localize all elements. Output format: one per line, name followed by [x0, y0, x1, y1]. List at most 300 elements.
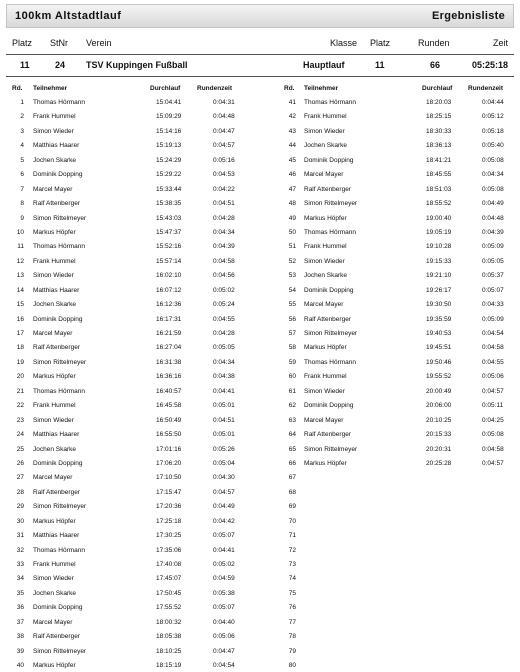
round-number: 58: [288, 344, 296, 352]
lap-time: 0:05:09: [482, 243, 504, 251]
round-number: 77: [288, 618, 296, 626]
th-rundenzeit: Rundenzeit: [468, 85, 504, 92]
round-number: 38: [16, 633, 24, 641]
lap-time: 0:04:41: [213, 387, 235, 395]
lap-time: 0:04:30: [213, 474, 235, 482]
pass-time: 17:10:50: [156, 474, 182, 482]
round-number: 78: [288, 633, 296, 641]
round-number: 7: [20, 185, 24, 193]
table-row: [270, 602, 520, 616]
table-row: [0, 270, 260, 284]
pass-time: 18:41:21: [426, 156, 452, 164]
participant-name: Thomas Hörmann: [33, 387, 86, 395]
table-row: [270, 646, 520, 660]
pass-time: 19:15:33: [426, 257, 452, 265]
pass-time: 15:14:16: [156, 127, 182, 135]
lap-time: 0:05:38: [213, 589, 235, 597]
table-row: [270, 444, 520, 458]
pass-time: 20:25:28: [426, 459, 452, 467]
participant-name: Simon Rittelmeyer: [33, 503, 87, 511]
lap-time: 0:05:08: [482, 185, 504, 193]
pass-time: 17:15:47: [156, 488, 182, 496]
participant-name: Marcel Mayer: [33, 618, 73, 626]
pass-time: 19:40:53: [426, 330, 452, 337]
participant-name: Frank Hummel: [33, 561, 76, 568]
rounds-list-right: [270, 97, 520, 672]
lap-time: 0:04:58: [213, 257, 235, 265]
participant-name: Simon Rittelmeyer: [33, 647, 87, 655]
participant-name: Ralf Attenberger: [304, 185, 351, 193]
pass-time: 15:24:29: [156, 156, 182, 164]
participant-name: Dominik Dopping: [33, 459, 83, 467]
round-number: 8: [20, 200, 24, 208]
participant-name: Frank Hummel: [33, 402, 76, 410]
th-rd: Rd.: [284, 85, 295, 92]
round-number: 63: [288, 416, 296, 424]
lap-time: 0:04:53: [213, 171, 235, 179]
table-row: [0, 241, 260, 255]
participant-name: Ralf Attenberger: [33, 200, 80, 208]
pass-time: 16:17:31: [156, 315, 182, 323]
participant-name: Dominik Dopping: [33, 171, 83, 179]
round-number: 53: [288, 272, 296, 280]
pass-time: 18:00:32: [156, 618, 182, 626]
lap-time: 0:05:04: [213, 459, 235, 467]
participant-name: Thomas Hörmann: [33, 243, 86, 251]
table-row: [0, 545, 260, 559]
team-klasse: Hauptlauf: [303, 60, 345, 70]
lap-time: 0:05:05: [213, 344, 235, 352]
lap-time: 0:05:06: [213, 633, 235, 641]
round-number: 45: [288, 156, 296, 164]
pass-time: 15:19:13: [156, 142, 182, 150]
round-number: 2: [20, 113, 24, 121]
table-row: [0, 559, 260, 573]
table-row: [0, 184, 260, 198]
lap-time: 0:05:07: [482, 286, 504, 294]
th-durchlauf: Durchlauf: [150, 85, 181, 92]
round-number: 75: [288, 589, 296, 597]
table-row: [0, 573, 260, 587]
participant-name: Matthias Haarer: [33, 431, 80, 439]
round-number: 66: [288, 459, 296, 467]
round-number: 12: [16, 257, 24, 265]
round-number: 21: [16, 387, 24, 395]
lap-time: 0:04:48: [482, 214, 504, 222]
round-number: 23: [16, 416, 24, 424]
table-row: [270, 126, 520, 140]
table-row: [0, 111, 260, 125]
round-number: 79: [288, 647, 296, 655]
lap-time: 0:05:06: [482, 373, 504, 381]
pass-time: 17:55:52: [156, 604, 182, 612]
team-runden: 66: [430, 60, 441, 70]
table-row: [270, 588, 520, 602]
lap-time: 0:04:40: [213, 618, 235, 626]
lap-time: 0:05:37: [482, 272, 504, 280]
lap-time: 0:04:49: [213, 503, 235, 511]
pass-time: 16:50:49: [156, 416, 182, 424]
participant-name: Ralf Attenberger: [33, 633, 80, 641]
participant-name: Simon Rittelmeyer: [304, 200, 358, 208]
table-row: [270, 184, 520, 198]
pass-time: 16:36:16: [156, 373, 182, 381]
participant-name: Marcel Mayer: [33, 185, 73, 193]
lap-time: 0:05:01: [213, 402, 235, 410]
lap-time: 0:04:59: [213, 575, 235, 583]
round-number: 46: [288, 171, 296, 179]
table-row: [270, 285, 520, 299]
round-number: 34: [16, 575, 24, 583]
pass-time: 15:57:14: [156, 257, 182, 265]
lap-time: 0:04:57: [482, 387, 504, 395]
table-row: [270, 198, 520, 212]
table-row: [0, 328, 260, 342]
table-row: [0, 285, 260, 299]
round-number: 4: [20, 142, 24, 150]
title-bar: [6, 4, 514, 28]
lap-time: 0:04:55: [482, 358, 504, 366]
table-row: [270, 140, 520, 154]
round-number: 69: [288, 503, 296, 511]
round-number: 60: [288, 373, 296, 381]
round-number: 10: [16, 228, 24, 236]
round-number: 37: [16, 618, 24, 626]
round-number: 27: [16, 474, 24, 482]
divider-top: [6, 54, 514, 55]
lap-time: 0:05:40: [482, 142, 504, 150]
lap-time: 0:04:54: [213, 662, 235, 670]
header-klasse: Klasse: [330, 38, 358, 48]
participant-name: Simon Wieder: [33, 416, 74, 424]
table-row: [0, 617, 260, 631]
round-number: 76: [288, 604, 296, 612]
team-row: [0, 58, 520, 74]
lap-time: 0:05:11: [482, 402, 504, 410]
participant-name: Markus Höpfer: [33, 228, 76, 236]
table-row: [270, 270, 520, 284]
th-rundenzeit: Rundenzeit: [197, 85, 233, 92]
table-row: [270, 559, 520, 573]
table-row: [0, 631, 260, 645]
participant-name: Simon Wieder: [304, 387, 345, 395]
round-number: 18: [16, 344, 24, 352]
lap-time: 0:05:07: [213, 532, 235, 540]
participant-name: Marcel Mayer: [304, 416, 344, 424]
table-row: [0, 487, 260, 501]
round-number: 50: [288, 228, 296, 236]
table-row: [270, 501, 520, 515]
lap-time: 0:04:57: [213, 142, 235, 150]
table-row: [270, 516, 520, 530]
table-row: [270, 357, 520, 371]
participant-name: Markus Höpfer: [304, 344, 347, 352]
lap-time: 0:04:44: [482, 99, 504, 106]
lap-time: 0:04:47: [213, 647, 235, 655]
lap-time: 0:05:07: [213, 604, 235, 612]
round-number: 28: [16, 488, 24, 496]
pass-time: 18:36:13: [426, 142, 452, 150]
pass-time: 19:30:50: [426, 301, 452, 309]
round-number: 5: [20, 156, 24, 164]
table-row: [0, 602, 260, 616]
lap-time: 0:05:09: [482, 315, 504, 323]
lap-time: 0:04:39: [213, 243, 235, 251]
pass-time: 17:25:18: [156, 517, 182, 525]
participant-name: Jochen Skarke: [304, 272, 347, 280]
round-number: 3: [20, 127, 24, 135]
header-zeit: Zeit: [492, 38, 508, 48]
lap-time: 0:04:56: [213, 272, 235, 280]
header-runden: Runden: [418, 38, 450, 48]
participant-name: Markus Höpfer: [304, 214, 347, 222]
column-header-row: [0, 36, 520, 52]
header-verein: Verein: [86, 38, 112, 48]
round-number: 6: [20, 171, 24, 179]
table-row: [0, 646, 260, 660]
table-row: [270, 631, 520, 645]
table-row: [270, 573, 520, 587]
round-number: 30: [16, 517, 24, 525]
team-stnr: 24: [55, 60, 66, 70]
round-number: 41: [288, 99, 296, 106]
pass-time: 18:10:25: [156, 647, 182, 655]
table-row: [0, 140, 260, 154]
participant-name: Markus Höpfer: [33, 373, 76, 381]
participant-name: Simon Wieder: [304, 127, 345, 135]
table-row: [270, 530, 520, 544]
participant-name: Ralf Attenberger: [33, 344, 80, 352]
pass-time: 18:15:19: [156, 662, 182, 670]
pass-time: 16:12:36: [156, 301, 182, 309]
table-row: [0, 444, 260, 458]
participant-name: Dominik Dopping: [304, 286, 354, 294]
pass-time: 17:35:06: [156, 546, 182, 554]
table-row: [270, 155, 520, 169]
table-row: [270, 241, 520, 255]
pass-time: 15:09:29: [156, 113, 182, 121]
lap-time: 0:05:12: [482, 113, 504, 121]
pass-time: 15:29:22: [156, 171, 182, 179]
lap-time: 0:04:31: [213, 99, 235, 106]
pass-time: 18:55:52: [426, 200, 452, 208]
team-platz: 11: [20, 60, 30, 70]
page-subtitle: Ergebnisliste: [432, 10, 505, 22]
participant-name: Jochen Skarke: [33, 445, 76, 453]
participant-name: Dominik Dopping: [304, 402, 354, 410]
table-row: [270, 400, 520, 414]
participant-name: Matthias Haarer: [33, 142, 80, 150]
table-row: [0, 458, 260, 472]
pass-time: 20:00:49: [426, 387, 452, 395]
table-row: [270, 429, 520, 443]
lap-time: 0:05:24: [213, 301, 235, 309]
pass-time: 16:55:50: [156, 431, 182, 439]
pass-time: 18:51:03: [426, 185, 452, 193]
lap-time: 0:04:28: [213, 214, 235, 222]
round-number: 55: [288, 301, 296, 309]
pass-time: 15:47:37: [156, 228, 182, 236]
round-number: 39: [16, 647, 24, 655]
lap-time: 0:05:01: [213, 431, 235, 439]
table-row: [0, 386, 260, 400]
pass-time: 18:30:33: [426, 127, 452, 135]
table-row: [270, 487, 520, 501]
pass-time: 15:43:03: [156, 214, 182, 222]
pass-time: 19:05:19: [426, 228, 452, 236]
participant-name: Dominik Dopping: [304, 156, 354, 164]
round-number: 22: [16, 402, 24, 410]
table-row: [270, 660, 520, 672]
table-row: [0, 472, 260, 486]
participant-name: Marcel Mayer: [33, 330, 73, 337]
round-number: 26: [16, 459, 24, 467]
participant-name: Frank Hummel: [33, 257, 76, 265]
table-row: [0, 530, 260, 544]
participant-name: Markus Höpfer: [304, 459, 347, 467]
round-number: 13: [16, 272, 24, 280]
round-number: 48: [288, 200, 296, 208]
participant-name: Frank Hummel: [304, 113, 347, 121]
table-row: [0, 588, 260, 602]
round-number: 57: [288, 330, 296, 337]
table-row: [0, 169, 260, 183]
lap-time: 0:04:58: [482, 344, 504, 352]
page-title: 100km Altstadtlauf: [15, 10, 122, 22]
table-row: [0, 429, 260, 443]
pass-time: 16:45:58: [156, 402, 182, 410]
participant-name: Jochen Skarke: [33, 156, 76, 164]
participant-name: Simon Rittelmeyer: [33, 214, 87, 222]
table-row: [270, 386, 520, 400]
table-header-right: [0, 85, 520, 95]
table-row: [0, 501, 260, 515]
round-number: 64: [288, 431, 296, 439]
lap-time: 0:04:57: [213, 488, 235, 496]
participant-name: Simon Wieder: [33, 272, 74, 280]
participant-name: Ralf Attenberger: [33, 488, 80, 496]
pass-time: 19:55:52: [426, 373, 452, 381]
round-number: 17: [16, 330, 24, 337]
table-row: [0, 213, 260, 227]
team-platz2: 11: [375, 60, 385, 70]
table-row: [0, 660, 260, 672]
round-number: 71: [288, 532, 296, 540]
lap-time: 0:04:34: [213, 228, 235, 236]
table-row: [0, 400, 260, 414]
table-row: [270, 458, 520, 472]
lap-time: 0:04:28: [213, 330, 235, 337]
participant-name: Matthias Haarer: [33, 286, 80, 294]
lap-time: 0:04:55: [213, 315, 235, 323]
lap-time: 0:05:02: [213, 286, 235, 294]
round-number: 35: [16, 589, 24, 597]
table-row: [270, 342, 520, 356]
header-stnr: StNr: [50, 38, 68, 48]
lap-time: 0:04:57: [482, 459, 504, 467]
pass-time: 16:02:10: [156, 272, 182, 280]
round-number: 51: [288, 243, 296, 251]
round-number: 54: [288, 286, 296, 294]
participant-name: Frank Hummel: [304, 243, 347, 251]
round-number: 67: [288, 474, 296, 482]
participant-name: Simon Rittelmeyer: [304, 330, 358, 337]
participant-name: Frank Hummel: [304, 373, 347, 381]
round-number: 40: [16, 662, 24, 670]
table-row: [270, 213, 520, 227]
lap-time: 0:04:33: [482, 301, 504, 309]
lap-time: 0:04:51: [213, 416, 235, 424]
participant-name: Jochen Skarke: [33, 589, 76, 597]
round-number: 25: [16, 445, 24, 453]
participant-name: Thomas Hörmann: [304, 358, 357, 366]
pass-time: 16:40:57: [156, 387, 182, 395]
participant-name: Simon Rittelmeyer: [304, 445, 358, 453]
pass-time: 17:06:20: [156, 459, 182, 467]
lap-time: 0:05:08: [482, 431, 504, 439]
round-number: 33: [16, 561, 24, 568]
lap-time: 0:04:47: [213, 127, 235, 135]
table-row: [270, 415, 520, 429]
table-row: [270, 545, 520, 559]
th-rd: Rd.: [12, 85, 23, 92]
th-teilnehmer: Teilnehmer: [33, 85, 68, 92]
pass-time: 17:40:08: [156, 561, 182, 568]
rounds-list-left: [0, 97, 260, 672]
lap-time: 0:04:54: [482, 330, 504, 337]
lap-time: 0:04:39: [482, 228, 504, 236]
round-number: 31: [16, 532, 24, 540]
lap-time: 0:05:02: [213, 561, 235, 568]
table-row: [270, 472, 520, 486]
round-number: 14: [16, 286, 24, 294]
round-number: 74: [288, 575, 296, 583]
lap-time: 0:04:38: [213, 373, 235, 381]
round-number: 44: [288, 142, 296, 150]
round-number: 80: [288, 662, 296, 670]
lap-time: 0:04:22: [213, 185, 235, 193]
table-row: [0, 256, 260, 270]
pass-time: 19:21:10: [426, 272, 452, 280]
table-row: [0, 97, 260, 111]
round-number: 1: [20, 99, 24, 106]
pass-time: 19:26:17: [426, 286, 452, 294]
th-teilnehmer: Teilnehmer: [304, 85, 339, 92]
table-row: [0, 516, 260, 530]
pass-time: 17:30:25: [156, 532, 182, 540]
pass-time: 18:05:38: [156, 633, 182, 641]
table-row: [270, 328, 520, 342]
pass-time: 19:45:51: [426, 344, 452, 352]
participant-name: Dominik Dopping: [33, 604, 83, 612]
table-row: [0, 314, 260, 328]
round-number: 36: [16, 604, 24, 612]
table-row: [0, 357, 260, 371]
table-row: [0, 155, 260, 169]
table-row: [0, 126, 260, 140]
table-row: [0, 342, 260, 356]
pass-time: 17:01:16: [156, 445, 182, 453]
round-number: 56: [288, 315, 296, 323]
participant-name: Thomas Hörmann: [33, 546, 86, 554]
table-row: [270, 169, 520, 183]
pass-time: 18:20:03: [426, 99, 452, 106]
round-number: 73: [288, 561, 296, 568]
round-number: 72: [288, 546, 296, 554]
round-number: 15: [16, 301, 24, 309]
participant-name: Dominik Dopping: [33, 315, 83, 323]
participant-name: Jochen Skarke: [33, 301, 76, 309]
